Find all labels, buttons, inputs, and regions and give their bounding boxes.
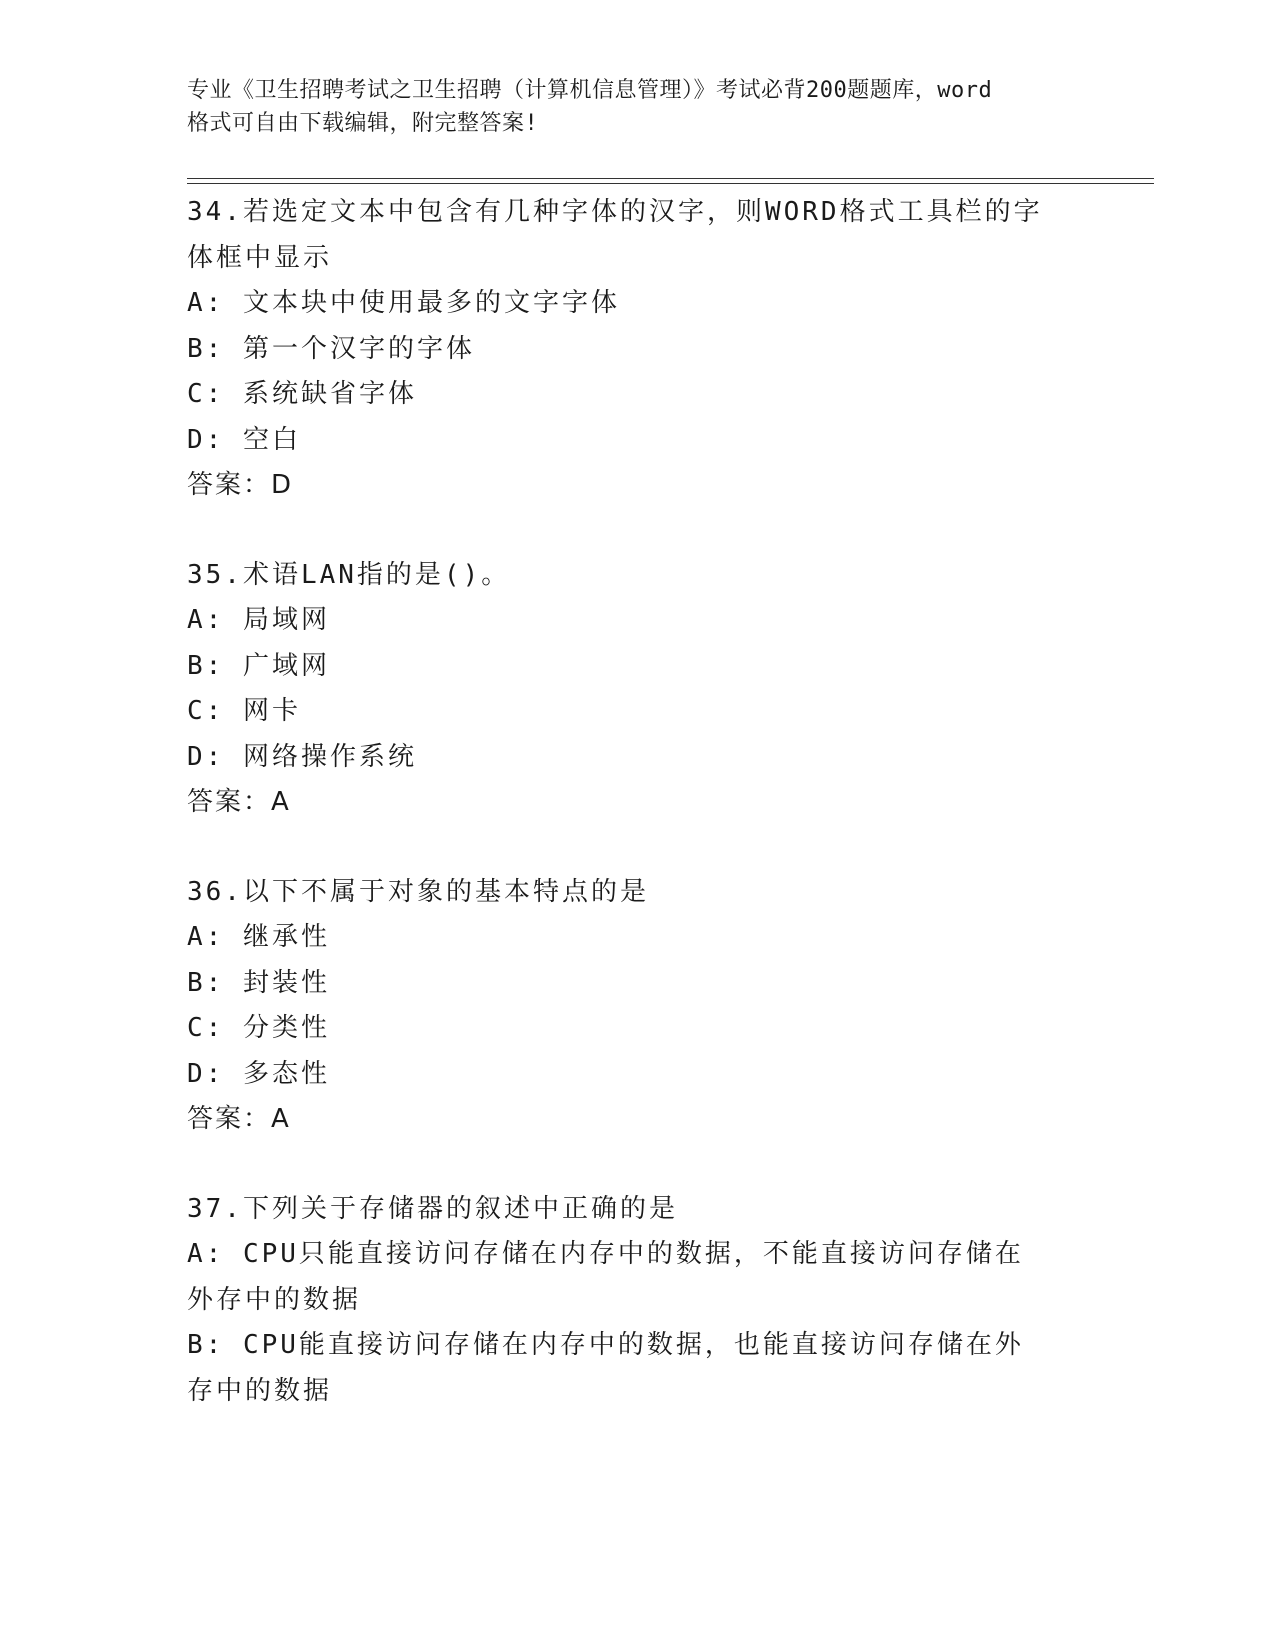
option-b: B: 封装性 (187, 967, 330, 998)
answer-label: 答案：A (187, 787, 291, 817)
question-title: 35.术语LAN指的是()。 (187, 559, 511, 590)
question-title: 34.若选定文本中包含有几种字体的汉字，则WORD格式工具栏的字体框中显示 (187, 197, 1043, 273)
option-a: A: CPU只能直接访问存储在内存中的数据，不能直接访问存储在外存中的数据 (187, 1239, 1024, 1315)
option-c: C: 网卡 (187, 696, 301, 726)
option-b: B: 广域网 (187, 650, 330, 681)
header-line-2: 格式可自由下载编辑，附完整答案! (187, 111, 539, 136)
question-list (187, 190, 1087, 1458)
option-d: D: 多态性 (187, 1058, 330, 1089)
header-divider-top (187, 178, 1154, 179)
question-35 (187, 553, 1087, 826)
option-b: B: 第一个汉字的字体 (187, 333, 475, 364)
question-37 (187, 1187, 1087, 1415)
document-header (187, 74, 1087, 140)
question-36 (187, 870, 1087, 1143)
question-title: 37.下列关于存储器的叙述中正确的是 (187, 1193, 678, 1224)
option-c: C: 分类性 (187, 1013, 330, 1043)
option-a: A: 继承性 (187, 922, 330, 952)
option-a: A: 局域网 (187, 605, 330, 635)
option-d: D: 空白 (187, 424, 301, 455)
option-c: C: 系统缺省字体 (187, 379, 417, 409)
option-d: D: 网络操作系统 (187, 741, 417, 772)
question-title: 36.以下不属于对象的基本特点的是 (187, 876, 649, 907)
option-a: A: 文本块中使用最多的文字字体 (187, 288, 620, 318)
answer-label: 答案：A (187, 1104, 291, 1134)
header-divider-bottom (187, 183, 1154, 184)
answer-label: 答案：D (187, 470, 294, 500)
question-34 (187, 190, 1087, 509)
header-line-1: 专业《卫生招聘考试之卫生招聘（计算机信息管理）》考试必背200题题库，word (187, 78, 993, 103)
option-b: B: CPU能直接访问存储在内存中的数据，也能直接访问存储在外存中的数据 (187, 1330, 1024, 1406)
